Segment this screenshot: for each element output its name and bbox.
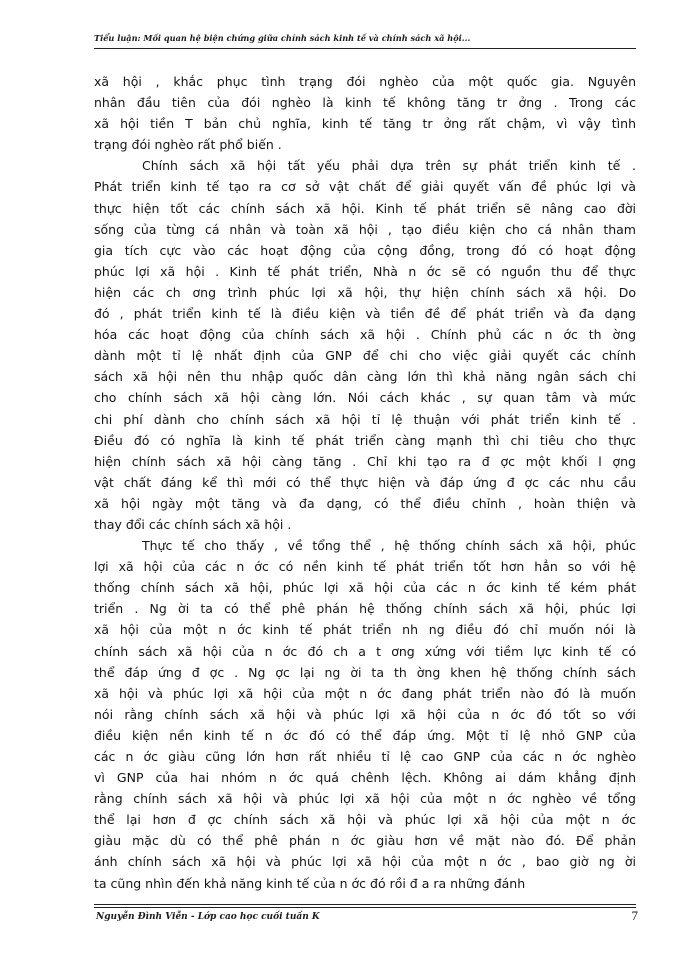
text-line: nhân đầu tiên của đói nghèo là kinh tế không tăng tr ởng . Trong các [94,95,636,111]
text-line: xã hội tiền T bản chủ nghĩa, kinh tế tăng tr ởng rất chậm, vì vậy tình [94,116,636,132]
footer-rule-top [94,904,636,905]
text-line: giàu mặc dù có thể phê phán n ớc giàu hơn về mặt nào đó. Để phản [94,833,636,849]
document-body [94,71,636,894]
text-line: hiện các ch ơng trình phúc lợi xã hội, thự hiện chính sách xã hội. Do [94,284,636,300]
footer-rule-bottom [94,907,636,908]
page-number: 7 [631,908,638,923]
text-line: điều kiện nền kinh tế n ớc đó có thể đáp ứng. Một tỉ lệ nhỏ GNP của [94,727,636,743]
text-line: sống của từng cá nhân và toàn xã hội , tạo điều kiện cho cá nhân tham [94,221,636,237]
text-line: lợi xã hội của các n ớc có nền kinh tế phát triển tốt hơn hẳn so với hệ [94,559,636,575]
text-line: Điều đó có nghĩa là kinh tế phát triển càng mạnh thì chi tiêu cho thực [94,432,636,448]
text-line: hóa các hoạt động của chính sách xã hội . Chính phủ các n ớc th ờng [94,327,636,343]
text-line: thống chính sách xã hội, phúc lợi xã hội của các n ớc kinh tế kém phát [94,580,636,596]
text-line: Thực tế cho thấy , về tổng thể , hệ thống chính sách xã hội, phúc [142,538,636,554]
text-line: vì GNP của hai nhóm n ớc quá chênh lệch. Không ai dám khẳng định [94,770,636,786]
text-line: ta cũng nhìn đến khả năng kinh tế của n ớc đó rồi đ a ra những đánh [94,875,526,891]
text-line: các n ớc giàu cũng lớn hơn rất nhiều tỉ lệ cao GNP của các n ớc nghèo [94,749,636,764]
text-line: chi phí dành cho chính sách xã hội tỉ lệ thuận với phát triển kinh tế . [94,411,636,427]
text-line: Phát triển kinh tế tạo ra cơ sở vật chất để giải quyết vấn đề phúc lợi và [94,179,636,195]
text-line: trạng đói nghèo rất phổ biến . [94,137,282,153]
text-line: Chính sách xã hội tất yếu phải dựa trên sự phát triển kinh tế . [142,158,636,174]
text-line: ánh chính sách xã hội và phúc lợi xã hội của một n ớc , bao giờ ng ời [94,854,636,870]
text-line: thể đáp ứng đ ợc . Ng ợc lại ng ời ta th ờng khen hệ thống chính sách [94,664,636,680]
text-line: xã hội và phúc lợi xã hội của một n ớc đang phát triển nào đó là muốn [94,685,636,701]
text-line: cho chính sách xã hội càng lớn. Nói cách khác , sự quan tâm và mức [94,390,636,406]
paragraph-2 [94,155,636,535]
text-line: dành một tỉ lệ nhất định của GNP để chi cho việc giải quyết các chính [94,348,636,364]
text-line: rằng chính sách xã hội và phúc lợi xã hội của một n ớc nghèo về tổng [94,791,636,807]
text-line: nói rằng chính sách xã hội và phúc lợi xã hội của n ớc đó tốt so với [94,706,636,722]
text-line: thực hiện tốt các chính sách xã hội. Kinh tế phát triển sẽ nâng cao đời [94,200,636,216]
text-line: hiện chính sách xã hội càng tăng . Chỉ khi tạo ra đ ợc một khối l ợng [94,453,636,469]
paragraph-1 [94,71,636,155]
paragraph-3 [94,535,636,894]
text-line: xã hội , khắc phục tình trạng đói nghèo của một quốc gia. Nguyên [94,74,636,89]
text-line: sách xã hội nên thu nhập quốc dân càng lớn thì khả năng ngân sách chi [94,369,636,385]
running-footer: Nguyễn Đình Viễn - Lớp cao học cuối tuần K [96,912,320,922]
running-header: Tiểu luận: Mối quan hệ biện chứng giữa chính sách kinh tế và chính sách xã hội... [94,33,471,43]
text-line: triển . Ng ời ta có thể phê phán hệ thống chính sách xã hội, phúc lợi [94,601,636,617]
text-line: phúc lợi xã hội . Kinh tế phát triển, Nhà n ớc sẽ có nguồn thu để thực [94,263,636,279]
text-line: gia tích cực vào các hoạt động của cộng đồng, trong đó có hoạt động [94,242,636,258]
text-line: xã hội của một n ớc kinh tế phát triển nh ng điều đó chỉ muốn nói là [94,622,636,638]
text-line: thể lại hơn đ ợc chính sách xã hội và phúc lợi xã hội của một n ớc [94,812,636,828]
header-rule [94,48,636,49]
text-line: thay đổi các chính sách xã hội . [94,516,292,532]
text-line: vật chất đáng kể thì mới có thể thực hiện và đáp ứng đ ợc các nhu cầu [94,474,636,490]
text-line: đó , phát triển kinh tế là điều kiện và tiền đề để phát triển và đa dạng [94,306,636,322]
text-line: chính sách xã hội của n ớc đó ch a t ơng xứng với tiềm lực kinh tế có [94,643,636,659]
text-line: xã hội ngày một tăng và đa dạng, có thể điều chỉnh , hoàn thiện và [94,495,636,511]
